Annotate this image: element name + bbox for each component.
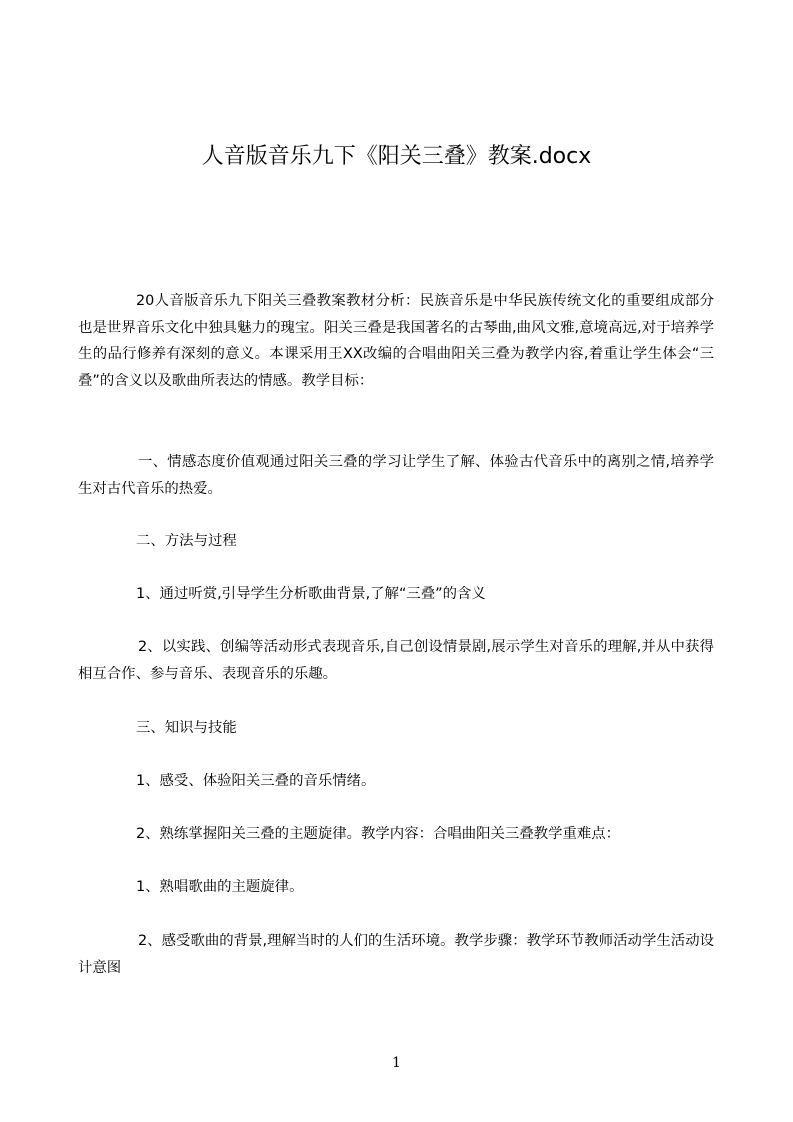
paragraph-material-analysis: 20人音版音乐九下阳关三叠教案教材分析：民族音乐是中华民族传统文化的重要组成部分也是世界音乐文化中独具魅力的瑰宝。阳关三叠是我国著名的古琴曲,曲风文雅,意境高远,对于培养学生的品行修养有深刻的意义。本课采用王XX改编的合唱曲阳关三叠为教学内容,着重让学生体会“三叠”的含义以及歌曲所表达的情感。教学目标： xyxy=(78,293,714,389)
paragraph-goal-emotion: 一、情感态度价值观通过阳关三叠的学习让学生了解、体验古代音乐中的离别之情,培养学生对古代音乐的热爱。 xyxy=(78,454,714,497)
paragraph-skills-2: 2、熟练掌握阳关三叠的主题旋律。教学内容：合唱曲阳关三叠教学重难点： xyxy=(136,826,621,842)
page-number: 1 xyxy=(392,1055,401,1071)
paragraph-method-1: 1、通过听赏,引导学生分析歌曲背景,了解“三叠”的含义 xyxy=(136,586,486,602)
paragraph-skills-1: 1、感受、体验阳关三叠的音乐情绪。 xyxy=(136,773,376,789)
paragraph-key-point-2: 2、感受歌曲的背景,理解当时的人们的生活环境。教学步骤：教学环节教师活动学生活动设计意图 xyxy=(78,933,714,976)
document-title: 人音版音乐九下《阳关三叠》教案.docx xyxy=(201,144,592,169)
paragraph-key-point-1: 1、熟唱歌曲的主题旋律。 xyxy=(136,879,304,895)
paragraph-skills-heading: 三、知识与技能 xyxy=(136,720,237,736)
paragraph-method-heading: 二、方法与过程 xyxy=(136,533,237,549)
paragraph-method-2: 2、以实践、创编等活动形式表现音乐,自己创设情景剧,展示学生对音乐的理解,并从中获得相互合作、参与音乐、表现音乐的乐趣。 xyxy=(78,639,714,682)
